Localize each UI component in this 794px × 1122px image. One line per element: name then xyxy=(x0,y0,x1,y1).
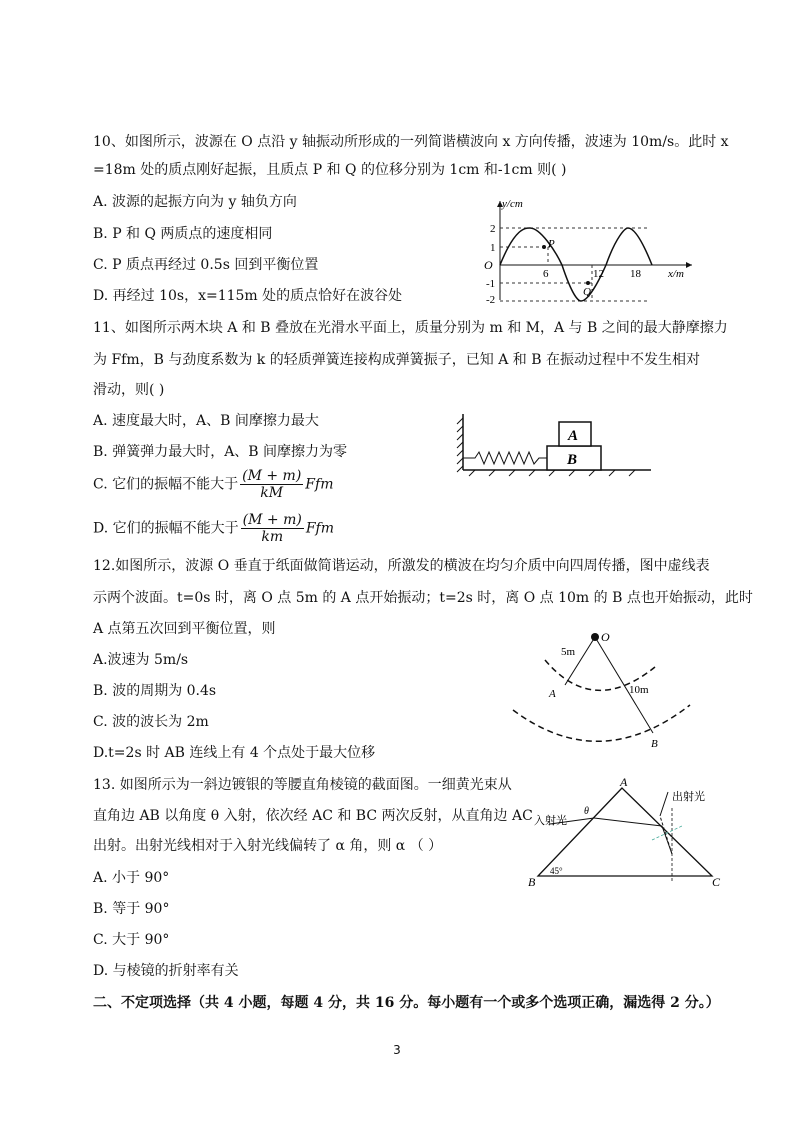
q12-label-b: B xyxy=(651,738,658,750)
q12-label-10m: 10m xyxy=(629,684,649,696)
q12-label-5m: 5m xyxy=(561,646,576,658)
q10-ytick-neg1: -1 xyxy=(486,278,496,290)
q12-option-a: A.波速为 5m/s xyxy=(93,652,189,668)
q10-option-c: C. P 质点再经过 0.5s 回到平衡位置 xyxy=(93,257,319,273)
q10-stem-line2: =18m 处的质点刚好起振，且质点 P 和 Q 的位移分别为 1cm 和-1cm 则( ) xyxy=(93,162,567,178)
q10-option-b: B. P 和 Q 两质点的速度相同 xyxy=(93,226,273,242)
q12-option-d: D.t=2s 时 AB 连线上有 4 个点处于最大位移 xyxy=(93,745,376,761)
q13-label-incident: 入射光 xyxy=(534,815,567,827)
q11-option-d-fraction xyxy=(241,512,304,545)
page-number: 3 xyxy=(393,1043,401,1057)
q11-block-a-label: A xyxy=(568,428,579,444)
q12-option-c: C. 波的波长为 2m xyxy=(93,714,209,730)
q10-origin: O xyxy=(484,258,493,272)
q11-option-c-numerator: (M + m) xyxy=(242,468,302,484)
q11-option-b: B. 弹簧弹力最大时，A、B 间摩擦力为零 xyxy=(93,444,348,460)
q10-option-a: A. 波源的起振方向为 y 轴负方向 xyxy=(93,194,297,210)
q11-option-c-fraction xyxy=(240,468,303,501)
q10-xlabel: x/m xyxy=(668,268,684,280)
q13-label-theta: θ xyxy=(584,806,589,817)
q11-option-d-numerator: (M + m) xyxy=(242,512,302,528)
q12-stem-line3: A 点第五次回到平衡位置，则 xyxy=(93,621,276,637)
q13-label-c: C xyxy=(712,875,721,888)
q13-label-exit: 出射光 xyxy=(672,791,705,803)
q11-option-c-denominator: kM xyxy=(260,485,284,501)
q13-prism-figure xyxy=(520,778,730,888)
q10-option-d: D. 再经过 10s，x=115m 处的质点恰好在波谷处 xyxy=(93,288,403,304)
q13-option-c: C. 大于 90° xyxy=(93,932,170,948)
q12-stem-line2: 示两个波面。t=0s 时，离 O 点 5m 的 A 点开始振动；t=2s 时，离 O 点 10m 的 B 点也开始振动，此时 xyxy=(93,590,753,606)
q10-point-q: Q xyxy=(583,286,591,298)
q11-option-d-denominator: km xyxy=(261,529,284,545)
q11-option-a: A. 速度最大时，A、B 间摩擦力最大 xyxy=(93,413,319,429)
q11-option-c-ffm: Ffm xyxy=(305,476,334,493)
q13-label-b: B xyxy=(528,875,536,888)
q12-wavefront-figure xyxy=(505,625,705,755)
q11-stem-line1: 11、如图所示两木块 A 和 B 叠放在光滑水平面上，质量分别为 m 和 M，A 与 B 之间的最大静摩擦力 xyxy=(93,320,728,336)
q13-stem-line1: 13. 如图所示为一斜边镀银的等腰直角棱镜的截面图。一细黄光束从 xyxy=(93,777,512,793)
q13-label-a: A xyxy=(620,778,628,789)
q11-option-c-text: C. 它们的振幅不能大于 xyxy=(93,476,239,493)
q11-option-c xyxy=(93,468,333,501)
q12-stem-line1: 12.如图所示，波源 O 垂直于纸面做简谐运动，所激发的横波在均匀介质中向四周传播，图中虚线表 xyxy=(93,558,710,574)
q10-ytick-2: 2 xyxy=(490,223,496,235)
q12-label-o: O xyxy=(601,630,610,644)
q11-stem-line2: 为 Ffm，B 与劲度系数为 k 的轻质弹簧连接构成弹簧振子，已知 A 和 B 在振动过程中不发生相对 xyxy=(93,352,700,368)
section-2-header: 二、不定项选择（共 4 小题，每题 4 分，共 16 分。每小题有一个或多个选项正确，漏选得 2 分。） xyxy=(93,995,720,1011)
q13-option-b: B. 等于 90° xyxy=(93,901,170,917)
q13-stem-line2: 直角边 AB 以角度 θ 入射，依次经 AC 和 BC 两次反射，从直角边 AC xyxy=(93,808,533,824)
q11-block-b-label: B xyxy=(567,452,578,468)
q10-stem-line1: 10、如图所示，波源在 O 点沿 y 轴振动所形成的一列简谐横波向 x 方向传播，波速为 10m/s。此时 x xyxy=(93,134,729,150)
q10-ytick-1: 1 xyxy=(490,242,496,254)
q13-option-d: D. 与棱镜的折射率有关 xyxy=(93,963,239,979)
q11-option-d-ffm: Ffm xyxy=(305,520,334,537)
q13-stem-line3: 出射。出射光线相对于入射光线偏转了 α 角，则 α （ ） xyxy=(93,838,443,854)
q11-spring-figure xyxy=(455,408,655,478)
q12-label-a: A xyxy=(549,688,556,700)
q10-xtick-6: 6 xyxy=(543,268,549,280)
q11-stem-line3: 滑动，则( ) xyxy=(93,382,165,398)
q11-option-d xyxy=(93,512,334,545)
q13-label-45: 45° xyxy=(550,866,563,876)
q12-option-b: B. 波的周期为 0.4s xyxy=(93,683,217,699)
q10-ytick-neg2: -2 xyxy=(486,294,496,305)
q10-ylabel: y/cm xyxy=(502,198,523,210)
q10-xtick-12: 12 xyxy=(593,268,604,280)
q10-wave-graph xyxy=(480,195,700,305)
q11-option-d-text: D. 它们的振幅不能大于 xyxy=(93,520,239,537)
q13-option-a: A. 小于 90° xyxy=(93,870,170,886)
q10-xtick-18: 18 xyxy=(630,268,641,280)
q10-point-p: P xyxy=(548,238,555,250)
